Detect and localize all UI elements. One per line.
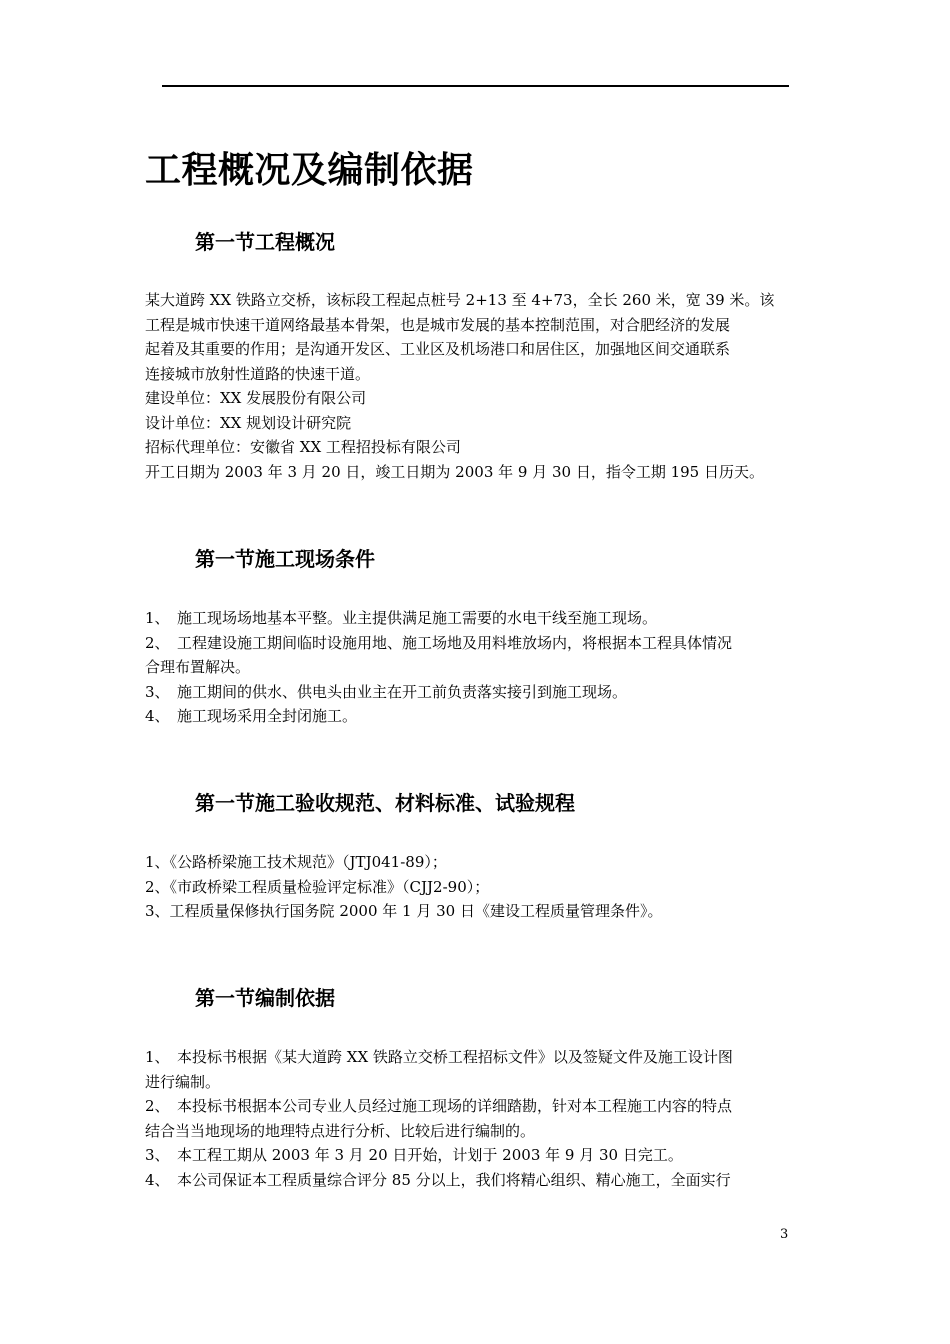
schedule-line: 开工日期为 2003 年 3 月 20 日，竣工日期为 2003 年 9 月 30 日，指令工期 195 日历天。 <box>145 462 764 481</box>
list-item-text: 施工现场场地基本平整。业主提供满足施工需要的水电干线至施工现场。 <box>177 609 658 627</box>
overview-line: 某大道跨 XX 铁路立交桥，该标段工程起点桩号 2+13 至 4+73，全长 260 米，宽 39 米。该 <box>145 291 775 309</box>
list-item-text: 工程建设施工期间临时设施用地、施工场地及用料堆放场内，将根据本工程具体情况 <box>177 633 733 652</box>
standards-list <box>145 850 810 924</box>
list-item-text: 本工程工期从 2003 年 3 月 20 日开始，计划于 2003 年 9 月 30 日完工。 <box>177 1146 683 1164</box>
list-item: 2、《市政桥梁工程质量检验评定标准》（CJJ2-90）； <box>145 877 490 896</box>
list-number: 4、 <box>145 1170 170 1189</box>
section-heading-overview: 第一节工程概况 <box>195 230 335 254</box>
design-unit: 设计单位：XX 规划设计研究院 <box>145 413 352 432</box>
list-item: 1、《公路桥梁施工技术规范》（JTJ041-89）； <box>145 853 447 871</box>
section-heading-standards: 第一节施工验收规范、材料标准、试验规程 <box>195 791 575 815</box>
list-item <box>145 704 810 729</box>
list-item <box>145 606 810 631</box>
overview-line: 起着及其重要的作用；是沟通开发区、工业区及机场港口和居住区，加强地区间交通联系 <box>145 340 731 358</box>
list-number: 1、 <box>145 609 170 627</box>
list-item <box>145 1143 810 1168</box>
site-conditions-list <box>145 606 810 729</box>
overview-paragraph <box>145 288 810 484</box>
list-item <box>145 631 810 656</box>
list-item-text: 施工期间的供水、供电头由业主在开工前负责落实接引到施工现场。 <box>177 682 628 701</box>
list-item-text: 本投标书根据本公司专业人员经过施工现场的详细踏勘，针对本工程施工内容的特点 <box>177 1097 733 1115</box>
list-number: 2、 <box>145 1097 170 1115</box>
list-number: 2、 <box>145 633 170 652</box>
tender-agent: 招标代理单位：安徽省 XX 工程招投标有限公司 <box>145 438 461 456</box>
list-number: 4、 <box>145 707 170 725</box>
list-item-continuation: 合理布置解决。 <box>145 658 251 676</box>
list-item-continuation: 结合当当地现场的地理特点进行分析、比较后进行编制的。 <box>145 1121 536 1140</box>
header-rule <box>162 85 789 87</box>
construction-unit: 建设单位：XX 发展股份有限公司 <box>145 389 367 407</box>
overview-line: 连接城市放射性道路的快速干道。 <box>145 364 371 383</box>
list-item-continuation: 进行编制。 <box>145 1072 221 1091</box>
page-number: 3 <box>780 1227 789 1242</box>
list-item-text: 本公司保证本工程质量综合评分 85 分以上，我们将精心组织、精心施工，全面实行 <box>177 1170 731 1189</box>
basis-list <box>145 1045 810 1192</box>
list-item <box>145 1168 810 1193</box>
list-number: 3、 <box>145 682 170 701</box>
list-item <box>145 1045 810 1070</box>
list-number: 3、 <box>145 1146 170 1164</box>
list-item: 3、工程质量保修执行国务院 2000 年 1 月 30 日《建设工程质量管理条件》。 <box>145 902 663 920</box>
list-item <box>145 1094 810 1119</box>
list-item-text: 本投标书根据《某大道跨 XX 铁路立交桥工程招标文件》以及签疑文件及施工设计图 <box>177 1048 733 1066</box>
section-heading-site-conditions: 第一节施工现场条件 <box>195 547 375 571</box>
document-title: 工程概况及编制依据 <box>145 149 474 191</box>
list-item-text: 施工现场采用全封闭施工。 <box>177 707 358 725</box>
section-heading-basis: 第一节编制依据 <box>195 986 335 1010</box>
overview-line: 工程是城市快速干道网络最基本骨架，也是城市发展的基本控制范围，对合肥经济的发展 <box>145 315 731 334</box>
list-item <box>145 680 810 705</box>
list-number: 1、 <box>145 1048 170 1066</box>
